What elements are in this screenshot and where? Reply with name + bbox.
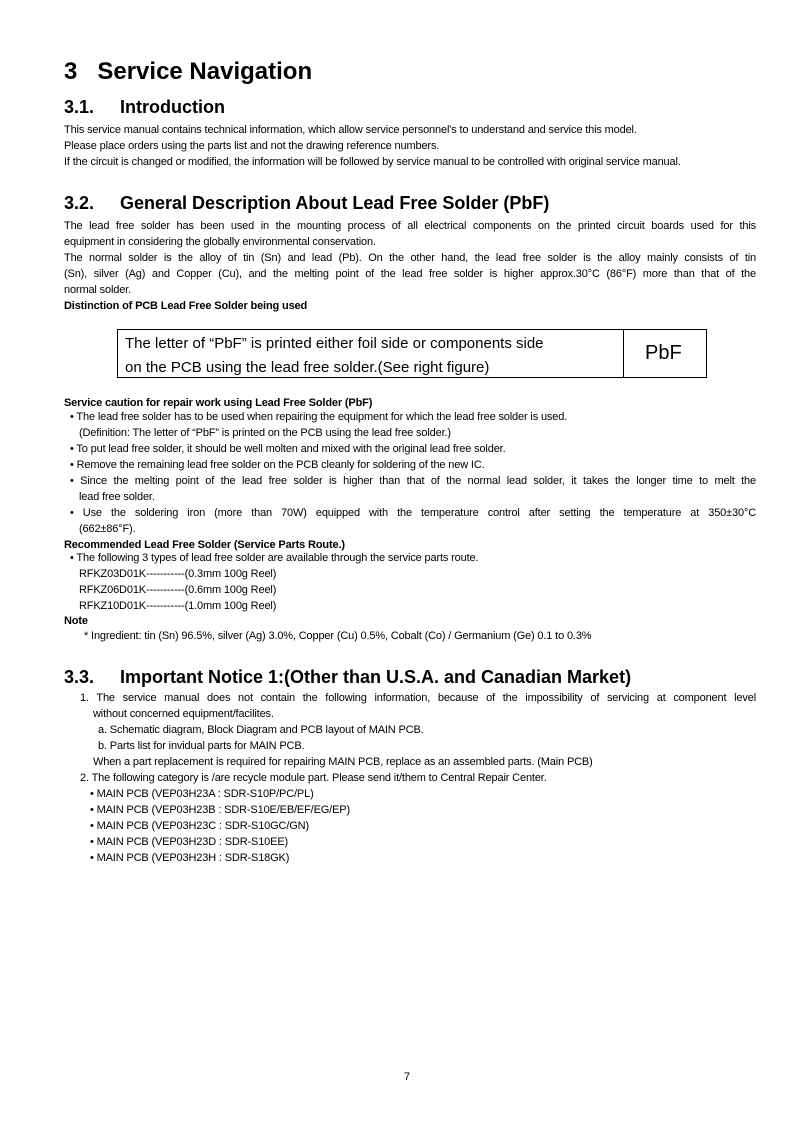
intro-line: This service manual contains technical information, which allow service personnel's to understand and service this model.: [64, 124, 637, 136]
box-line: The letter of “PbF” is printed either foil side or components side: [125, 335, 544, 352]
caution-heading: Service caution for repair work using Lead Free Solder (PbF): [64, 397, 373, 409]
pbf-info-box: [117, 329, 707, 378]
caution-line: • Since the melting point of the lead free solder is higher than that of the normal lead solder, it takes the longer time to melt the: [70, 475, 756, 487]
module-part-item: • MAIN PCB (VEP03H23D : SDR-S10EE): [90, 836, 289, 848]
section-title: Important Notice 1:(Other than U.S.A. and Canadian Market): [120, 667, 632, 687]
module-part-item: • MAIN PCB (VEP03H23A : SDR-S10P/PC/PL): [90, 788, 314, 800]
section-title: Introduction: [120, 97, 225, 117]
module-part-item: • MAIN PCB (VEP03H23B : SDR-S10E/EB/EF/EG/EP): [90, 804, 350, 816]
note-heading: Note: [64, 615, 88, 627]
intro-line: Please place orders using the parts list and not the drawing reference numbers.: [64, 140, 440, 152]
section-3-3-heading: [64, 667, 631, 688]
distinction-heading: Distinction of PCB Lead Free Solder being used: [64, 300, 308, 312]
notice-line: b. Parts list for invidual parts for MAIN PCB.: [98, 740, 305, 752]
module-part-item: • MAIN PCB (VEP03H23C : SDR-S10GC/GN): [90, 820, 309, 832]
caution-line: • The lead free solder has to be used when repairing the equipment for which the lead free solder is used.: [70, 411, 568, 423]
section-number: 3.3.: [64, 667, 95, 687]
solder-part: RFKZ03D01K-----------(0.3mm 100g Reel): [79, 568, 277, 580]
paragraph-line: equipment in considering the globally environmental conservation.: [64, 236, 376, 248]
solder-part: RFKZ10D01K-----------(1.0mm 100g Reel): [79, 600, 277, 612]
section-number: 3.1.: [64, 97, 95, 117]
paragraph-line: (Sn), silver (Ag) and Copper (Cu), and the melting point of the lead free solder is higher approx.30°C (86°F) more than that of the: [64, 268, 756, 280]
page-title: 3 Service Navigation: [64, 58, 313, 85]
paragraph-line: The normal solder is the alloy of tin (Sn) and lead (Pb). On the other hand, the lead free solder is the alloy mainly consists of tin: [64, 252, 756, 264]
section-3-2-heading: [64, 193, 549, 214]
paragraph-line: normal solder.: [64, 284, 131, 296]
caution-line: lead free solder.: [79, 491, 155, 503]
recommended-heading: Recommended Lead Free Solder (Service Parts Route.): [64, 539, 345, 551]
box-line: on the PCB using the lead free solder.(See right figure): [125, 359, 490, 376]
notice-line: a. Schematic diagram, Block Diagram and PCB layout of MAIN PCB.: [98, 724, 424, 736]
page-number: 7: [404, 1071, 411, 1083]
caution-line: • Use the soldering iron (more than 70W) equipped with the temperature control after setting the temperature at 350±30°C: [70, 507, 756, 519]
notice-line: 1. The service manual does not contain the following information, because of the impossibility of servicing at component level: [80, 692, 756, 704]
caution-line: (662±86°F).: [79, 523, 136, 535]
caution-line: • To put lead free solder, it should be well molten and mixed with the original lead free solder.: [70, 443, 506, 455]
notice-line: without concerned equipment/facilites.: [93, 708, 274, 720]
intro-line: If the circuit is changed or modified, the information will be followed by service manual to be controlled with original service manual.: [64, 156, 681, 168]
notice-line: When a part replacement is required for repairing MAIN PCB, replace as an assembled parts. (Main PCB): [93, 756, 593, 768]
notice-line: 2. The following category is /are recycle module part. Please send it/them to Central Repair Center.: [80, 772, 547, 784]
caution-line: (Definition: The letter of “PbF” is printed on the PCB using the lead free solder.): [79, 427, 451, 439]
section-number: 3.2.: [64, 193, 95, 213]
paragraph-line: The lead free solder has been used in the mounting process of all electrical components on the printed circuit boards used for this: [64, 220, 756, 232]
caution-line: • Remove the remaining lead free solder on the PCB cleanly for soldering of the new IC.: [70, 459, 485, 471]
note-text: * Ingredient: tin (Sn) 96.5%, silver (Ag) 3.0%, Copper (Cu) 0.5%, Cobalt (Co) / Germanium (Ge) 0.1 to 0.3%: [84, 630, 592, 642]
recommended-line: • The following 3 types of lead free solder are available through the service parts route.: [70, 552, 479, 564]
section-title: General Description About Lead Free Solder (PbF): [120, 193, 550, 213]
box-divider: [623, 330, 624, 377]
section-3-1-heading: [64, 97, 225, 118]
solder-part: RFKZ06D01K-----------(0.6mm 100g Reel): [79, 584, 277, 596]
pbf-mark: PbF: [645, 342, 682, 364]
module-part-item: • MAIN PCB (VEP03H23H : SDR-S18GK): [90, 852, 290, 864]
